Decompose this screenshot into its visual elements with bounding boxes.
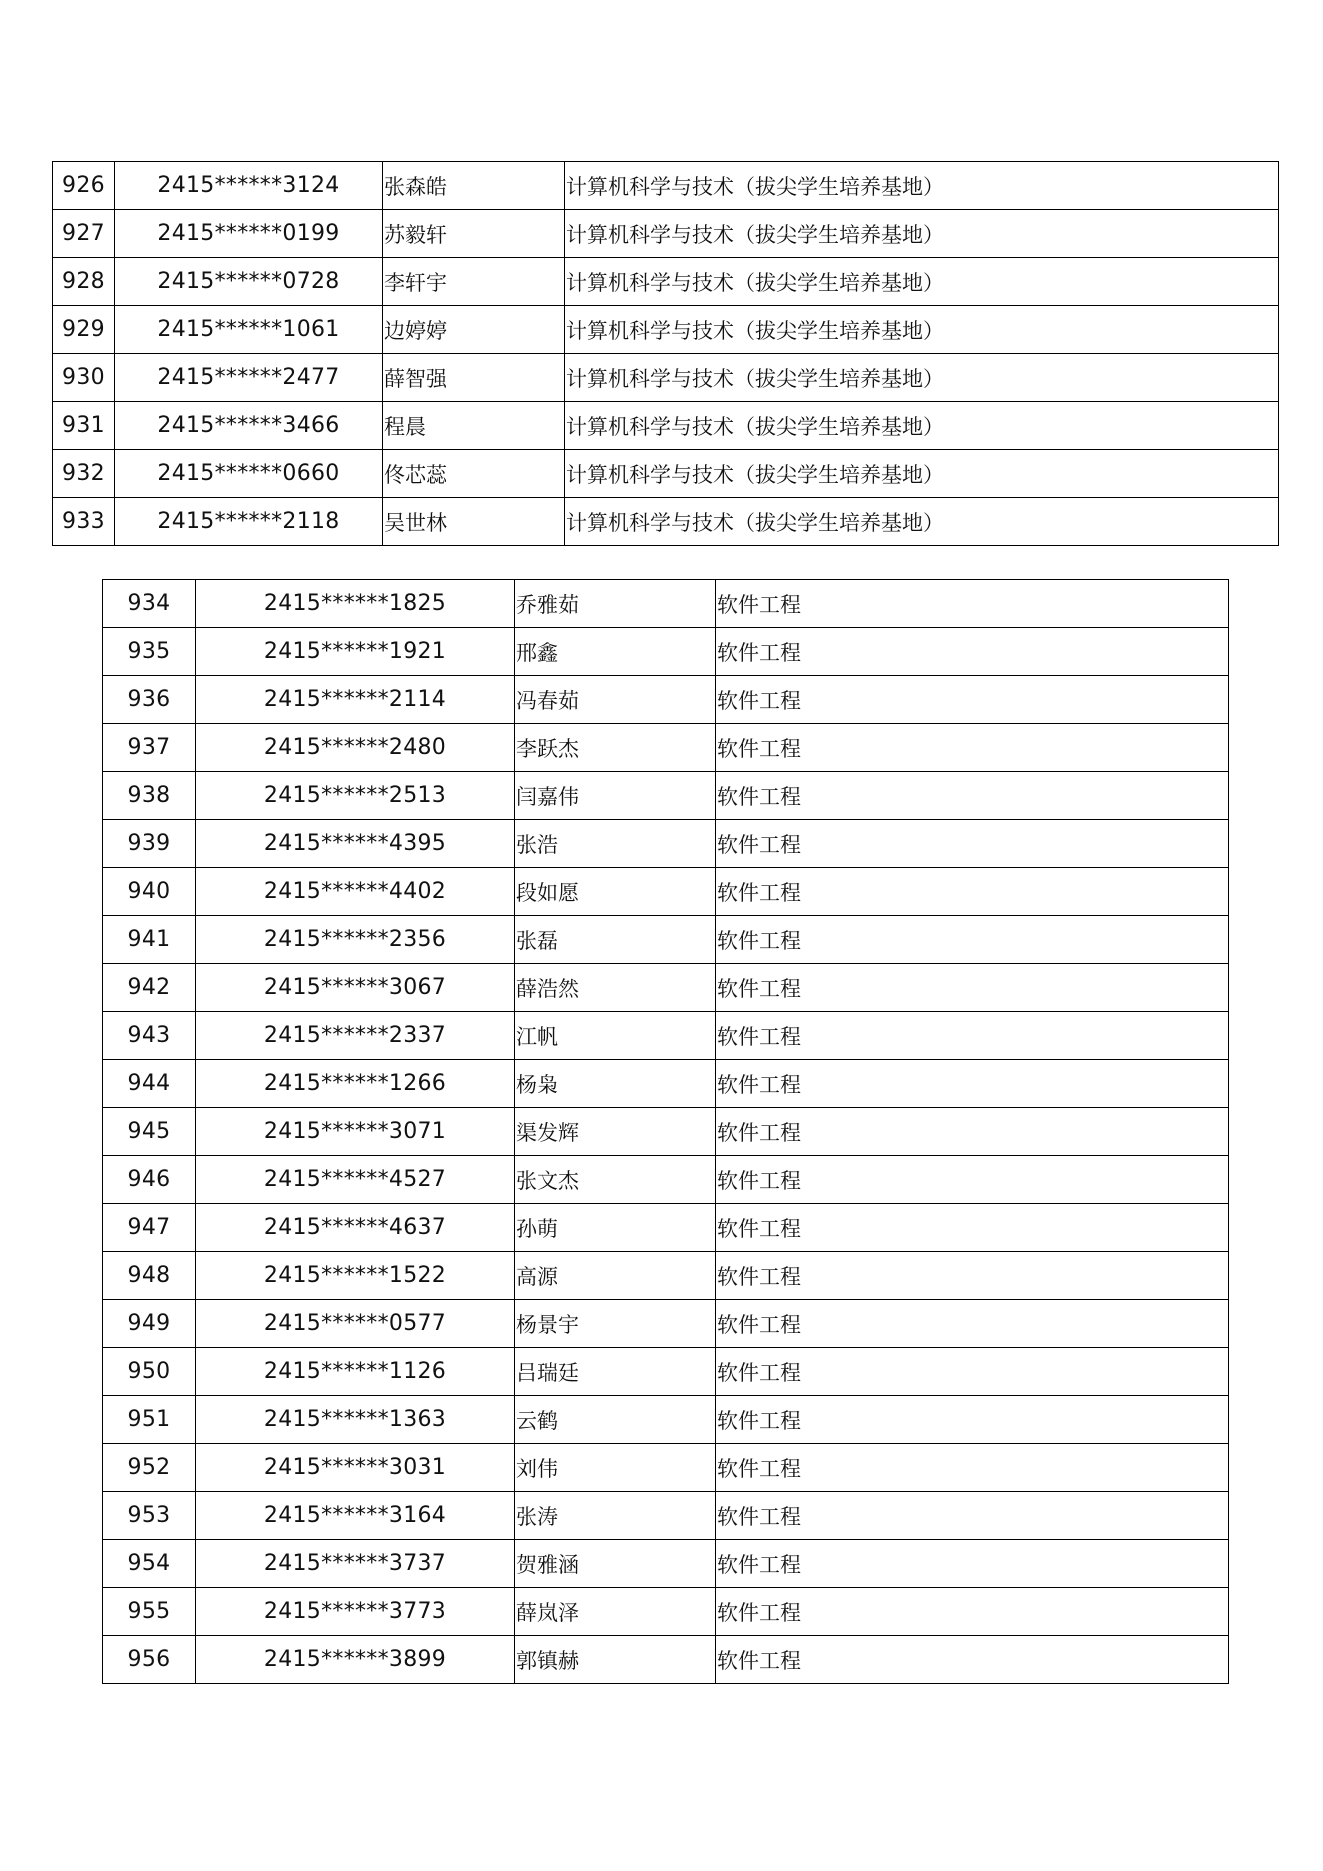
major-cell: 软件工程: [716, 964, 1229, 1012]
student-id-cell: 2415******2114: [196, 676, 515, 724]
student-name-cell: 江帆: [515, 1012, 716, 1060]
major-cell: 软件工程: [716, 1300, 1229, 1348]
major-cell: 软件工程: [716, 772, 1229, 820]
student-id-cell: 2415******2513: [196, 772, 515, 820]
table-row: [53, 210, 1279, 258]
table-row: [103, 1012, 1229, 1060]
student-id-cell: 2415******3071: [196, 1108, 515, 1156]
student-name-cell: 薛浩然: [515, 964, 716, 1012]
table-row: [53, 402, 1279, 450]
student-name-cell: 闫嘉伟: [515, 772, 716, 820]
major-cell: 计算机科学与技术（拔尖学生培养基地）: [565, 498, 1279, 546]
student-id-cell: 2415******3899: [196, 1636, 515, 1684]
student-id-cell: 2415******2337: [196, 1012, 515, 1060]
student-name-cell: 邢鑫: [515, 628, 716, 676]
row-number-cell: 945: [103, 1108, 196, 1156]
table-row: [103, 1156, 1229, 1204]
student-name-cell: 吕瑞廷: [515, 1348, 716, 1396]
table-row: [103, 1204, 1229, 1252]
student-name-cell: 苏毅轩: [383, 210, 565, 258]
student-name-cell: 李轩宇: [383, 258, 565, 306]
major-cell: 软件工程: [716, 1060, 1229, 1108]
row-number-cell: 937: [103, 724, 196, 772]
student-name-cell: 张森皓: [383, 162, 565, 210]
student-id-cell: 2415******4637: [196, 1204, 515, 1252]
row-number-cell: 944: [103, 1060, 196, 1108]
row-number-cell: 928: [53, 258, 115, 306]
major-cell: 计算机科学与技术（拔尖学生培养基地）: [565, 354, 1279, 402]
student-id-cell: 2415******0199: [115, 210, 383, 258]
row-number-cell: 943: [103, 1012, 196, 1060]
table-row: [103, 868, 1229, 916]
student-id-cell: 2415******0577: [196, 1300, 515, 1348]
table-row: [103, 628, 1229, 676]
student-id-cell: 2415******3124: [115, 162, 383, 210]
table-row: [103, 772, 1229, 820]
student-name-cell: 张磊: [515, 916, 716, 964]
table-row: [103, 1300, 1229, 1348]
major-cell: 软件工程: [716, 1012, 1229, 1060]
student-name-cell: 孙萌: [515, 1204, 716, 1252]
student-id-cell: 2415******1825: [196, 580, 515, 628]
table-row: [53, 354, 1279, 402]
student-id-cell: 2415******2477: [115, 354, 383, 402]
table-row: [103, 916, 1229, 964]
row-number-cell: 935: [103, 628, 196, 676]
major-cell: 计算机科学与技术（拔尖学生培养基地）: [565, 306, 1279, 354]
student-id-cell: 2415******2480: [196, 724, 515, 772]
table-row: [103, 1444, 1229, 1492]
row-number-cell: 942: [103, 964, 196, 1012]
student-id-cell: 2415******4527: [196, 1156, 515, 1204]
student-name-cell: 李跃杰: [515, 724, 716, 772]
row-number-cell: 930: [53, 354, 115, 402]
student-id-cell: 2415******1363: [196, 1396, 515, 1444]
student-name-cell: 冯春茹: [515, 676, 716, 724]
student-id-cell: 2415******0660: [115, 450, 383, 498]
row-number-cell: 931: [53, 402, 115, 450]
table-row: [53, 450, 1279, 498]
student-id-cell: 2415******3031: [196, 1444, 515, 1492]
row-number-cell: 941: [103, 916, 196, 964]
table-row: [103, 1588, 1229, 1636]
row-number-cell: 950: [103, 1348, 196, 1396]
student-name-cell: 薛岚泽: [515, 1588, 716, 1636]
row-number-cell: 947: [103, 1204, 196, 1252]
student-name-cell: 贺雅涵: [515, 1540, 716, 1588]
table-row: [103, 1348, 1229, 1396]
major-cell: 软件工程: [716, 1252, 1229, 1300]
row-number-cell: 936: [103, 676, 196, 724]
row-number-cell: 953: [103, 1492, 196, 1540]
row-number-cell: 946: [103, 1156, 196, 1204]
student-name-cell: 佟芯蕊: [383, 450, 565, 498]
student-name-cell: 边婷婷: [383, 306, 565, 354]
student-name-cell: 高源: [515, 1252, 716, 1300]
row-number-cell: 926: [53, 162, 115, 210]
major-cell: 软件工程: [716, 1492, 1229, 1540]
major-cell: 计算机科学与技术（拔尖学生培养基地）: [565, 258, 1279, 306]
table-row: [103, 820, 1229, 868]
student-table-computer-science: [52, 161, 1279, 546]
major-cell: 计算机科学与技术（拔尖学生培养基地）: [565, 210, 1279, 258]
major-cell: 软件工程: [716, 724, 1229, 772]
student-id-cell: 2415******3164: [196, 1492, 515, 1540]
student-name-cell: 杨景宇: [515, 1300, 716, 1348]
major-cell: 软件工程: [716, 580, 1229, 628]
student-id-cell: 2415******3466: [115, 402, 383, 450]
student-name-cell: 乔雅茹: [515, 580, 716, 628]
student-id-cell: 2415******3737: [196, 1540, 515, 1588]
row-number-cell: 929: [53, 306, 115, 354]
row-number-cell: 948: [103, 1252, 196, 1300]
table-row: [53, 498, 1279, 546]
major-cell: 软件工程: [716, 1636, 1229, 1684]
row-number-cell: 952: [103, 1444, 196, 1492]
major-cell: 软件工程: [716, 1348, 1229, 1396]
student-id-cell: 2415******4395: [196, 820, 515, 868]
student-name-cell: 张涛: [515, 1492, 716, 1540]
major-cell: 软件工程: [716, 1396, 1229, 1444]
student-id-cell: 2415******3773: [196, 1588, 515, 1636]
student-name-cell: 张文杰: [515, 1156, 716, 1204]
major-cell: 软件工程: [716, 868, 1229, 916]
table-row: [103, 1060, 1229, 1108]
student-id-cell: 2415******1126: [196, 1348, 515, 1396]
student-id-cell: 2415******1921: [196, 628, 515, 676]
major-cell: 计算机科学与技术（拔尖学生培养基地）: [565, 162, 1279, 210]
row-number-cell: 954: [103, 1540, 196, 1588]
row-number-cell: 932: [53, 450, 115, 498]
table-row: [103, 1636, 1229, 1684]
table-row: [103, 676, 1229, 724]
table-row: [103, 1540, 1229, 1588]
table-row: [53, 258, 1279, 306]
major-cell: 软件工程: [716, 1204, 1229, 1252]
table-row: [103, 1252, 1229, 1300]
student-id-cell: 2415******1061: [115, 306, 383, 354]
table-row: [103, 580, 1229, 628]
row-number-cell: 940: [103, 868, 196, 916]
table-row: [103, 1492, 1229, 1540]
major-cell: 计算机科学与技术（拔尖学生培养基地）: [565, 450, 1279, 498]
student-table-software-engineering: [102, 579, 1229, 1684]
table-row: [103, 1108, 1229, 1156]
table-row: [103, 1396, 1229, 1444]
student-name-cell: 张浩: [515, 820, 716, 868]
table-row: [103, 964, 1229, 1012]
student-id-cell: 2415******2356: [196, 916, 515, 964]
major-cell: 计算机科学与技术（拔尖学生培养基地）: [565, 402, 1279, 450]
student-name-cell: 段如愿: [515, 868, 716, 916]
student-name-cell: 薛智强: [383, 354, 565, 402]
major-cell: 软件工程: [716, 1540, 1229, 1588]
major-cell: 软件工程: [716, 676, 1229, 724]
row-number-cell: 938: [103, 772, 196, 820]
major-cell: 软件工程: [716, 916, 1229, 964]
major-cell: 软件工程: [716, 1588, 1229, 1636]
table-body: [103, 580, 1229, 1684]
student-id-cell: 2415******3067: [196, 964, 515, 1012]
row-number-cell: 956: [103, 1636, 196, 1684]
major-cell: 软件工程: [716, 820, 1229, 868]
row-number-cell: 949: [103, 1300, 196, 1348]
student-name-cell: 郭镇赫: [515, 1636, 716, 1684]
table-row: [103, 724, 1229, 772]
major-cell: 软件工程: [716, 1108, 1229, 1156]
student-id-cell: 2415******0728: [115, 258, 383, 306]
major-cell: 软件工程: [716, 1156, 1229, 1204]
row-number-cell: 939: [103, 820, 196, 868]
student-id-cell: 2415******2118: [115, 498, 383, 546]
table-row: [53, 306, 1279, 354]
student-name-cell: 杨枭: [515, 1060, 716, 1108]
student-name-cell: 云鹤: [515, 1396, 716, 1444]
table-row: [53, 162, 1279, 210]
row-number-cell: 951: [103, 1396, 196, 1444]
student-id-cell: 2415******1266: [196, 1060, 515, 1108]
student-name-cell: 渠发辉: [515, 1108, 716, 1156]
student-name-cell: 刘伟: [515, 1444, 716, 1492]
student-name-cell: 程晨: [383, 402, 565, 450]
student-id-cell: 2415******4402: [196, 868, 515, 916]
student-id-cell: 2415******1522: [196, 1252, 515, 1300]
row-number-cell: 955: [103, 1588, 196, 1636]
row-number-cell: 927: [53, 210, 115, 258]
student-name-cell: 吴世林: [383, 498, 565, 546]
major-cell: 软件工程: [716, 1444, 1229, 1492]
row-number-cell: 934: [103, 580, 196, 628]
major-cell: 软件工程: [716, 628, 1229, 676]
row-number-cell: 933: [53, 498, 115, 546]
table-body: [53, 162, 1279, 546]
